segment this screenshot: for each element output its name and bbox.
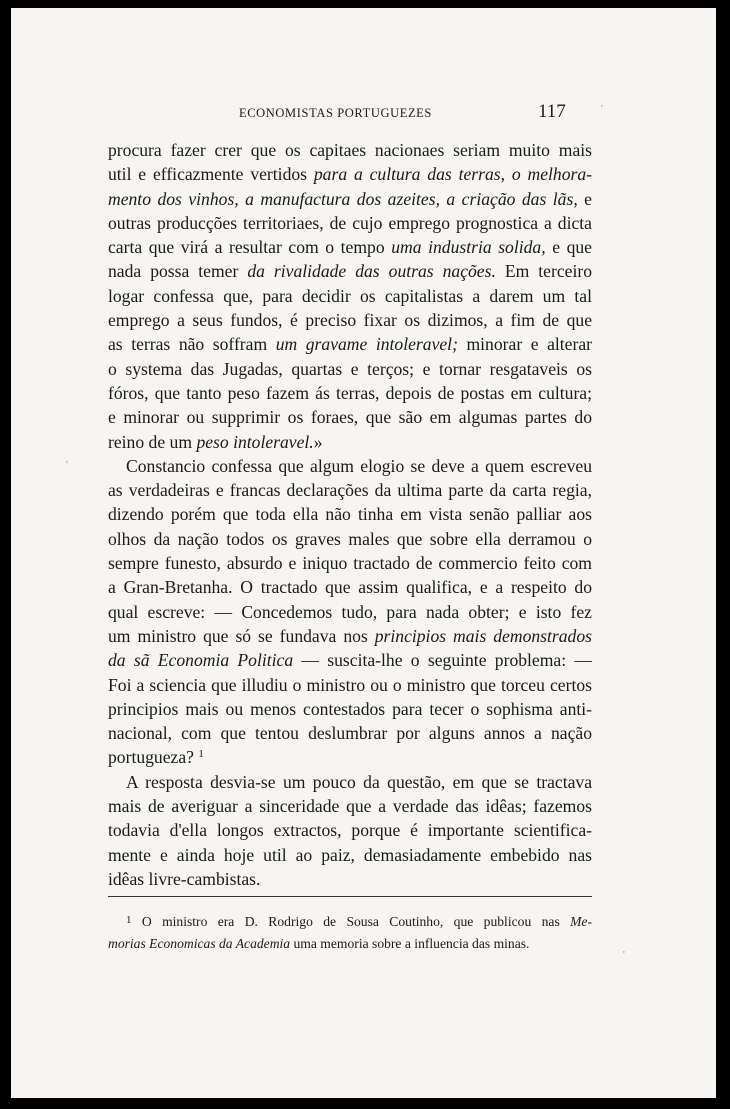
footnote-line: $^1$ O ministro era D. Rodrigo de Sousa Coutinho, que publicou nas Me- xyxy=(126,914,592,929)
footnote-line: morias Economicas da Academia uma memoria sobre a influencia das minas. xyxy=(108,936,530,952)
text-line: as terras não soffram um gravame intoleravel; minorar e alterar xyxy=(108,334,592,355)
text-line: reino de um peso intoleravel.» xyxy=(108,431,323,452)
text-line: fóros, que tanto peso fazem ás terras, depois de postas em cultura; xyxy=(108,382,592,403)
text-line: o systema das Jugadas, quartas e terços; e tornar resgataveis os xyxy=(108,358,592,379)
scan-speck: ' xyxy=(66,460,68,471)
text-line: procura fazer crer que os capitaes nacionaes seriam muito mais xyxy=(108,140,592,160)
text-line: a Gran-Bretanha. O tractado que assim qualifica, e a respeito do xyxy=(108,577,592,598)
text-line: mento dos vinhos, a manufactura dos azeites, a criação das lãs, e xyxy=(108,188,592,209)
footnote-reference: 1 xyxy=(198,748,204,761)
italic-phrase: mento dos vinhos, a manufactura dos azeites, a criação das lãs, xyxy=(108,188,578,209)
italic-phrase: morias Economicas da Academia xyxy=(108,936,291,952)
text-line: principios mais ou menos contestados para tecer o sophisma anti- xyxy=(108,698,592,719)
text-line: emprego a seus fundos, é preciso fixar os dizimos, a fim de que xyxy=(108,310,592,331)
text-line: um ministro que só se fundava nos principios mais demonstrados xyxy=(108,625,592,646)
italic-phrase: da sã Economia Politica xyxy=(108,650,294,671)
text-line: olhos da nação todos os graves males que sobre ella derramou o xyxy=(108,528,592,549)
paragraph-2 xyxy=(108,454,592,770)
text-line: Foi a sciencia que illudiu o ministro ou o ministro que torceu certos xyxy=(108,674,592,695)
body-text xyxy=(108,138,592,891)
footnote-divider xyxy=(108,896,592,897)
paragraph-1 xyxy=(108,138,592,454)
text-line: util e efficazmente vertidos para a cultura das terras, o melhora- xyxy=(108,164,593,185)
text-line: todavia d'ella longos extractos, porque é importante scientifica- xyxy=(108,820,592,841)
book-page xyxy=(8,8,720,1098)
text-line: logar confessa que, para decidir os capitalistas a darem um tal xyxy=(108,285,592,306)
text-line: outras producções territoriaes, de cujo emprego prognostica a dicta xyxy=(108,212,592,233)
text-line: nada possa temer da rivalidade das outras nações. Em terceiro xyxy=(108,261,593,282)
text-line: idêas livre-cambistas. xyxy=(108,868,261,889)
text-line: as verdadeiras e francas declarações da ultima parte da carta regia, xyxy=(108,480,592,501)
text-line: e minorar ou supprimir os foraes, que são em algumas partes do xyxy=(108,407,592,428)
text-line: da sã Economia Politica — suscita-lhe o seguinte problema: — xyxy=(108,650,592,671)
italic-phrase: Me- xyxy=(570,914,592,929)
italic-phrase: principios mais demonstrados xyxy=(374,625,592,646)
text-line: qual escreve: — Concedemos tudo, para nada obter; e isto fez xyxy=(108,601,592,622)
italic-phrase: para a cultura das terras, o melhora- xyxy=(313,164,593,185)
footnote-mark: 1 xyxy=(126,914,132,926)
text-line: dizendo porém que toda ella não tinha em vista senão palliar aos xyxy=(108,504,592,525)
italic-phrase: uma industria solida, xyxy=(391,237,546,258)
text-line: carta que virá a resultar com o tempo uma industria solida, e que xyxy=(108,237,592,258)
italic-phrase: peso intoleravel. xyxy=(196,431,314,452)
text-line: Constancio confessa que algum elogio se deve a quem escreveu xyxy=(126,455,592,476)
running-head: ECONOMISTAS PORTUGUEZES xyxy=(239,106,432,120)
italic-phrase: da rivalidade das outras nações. xyxy=(247,261,496,282)
page-header xyxy=(11,101,716,128)
text-line: sempre funesto, absurdo e iniquo tractado de commercio feito com xyxy=(108,553,592,574)
scan-speck: ' xyxy=(623,950,625,961)
footnote xyxy=(108,910,592,954)
text-line: A resposta desvia-se um pouco da questão, em que se tractava xyxy=(126,771,592,792)
text-line: mente e ainda hoje util ao paiz, demasiadamente embebido nas xyxy=(108,844,592,865)
italic-phrase: um gravame intoleravel; xyxy=(275,334,458,355)
scan-speck: ' xyxy=(601,104,603,115)
text-line: mais de averiguar a sinceridade que a verdade das idêas; fazemos xyxy=(108,796,592,817)
text-line: portugueza? $^1$ xyxy=(108,747,204,768)
paragraph-3 xyxy=(108,770,592,891)
page-number: 117 xyxy=(538,101,566,122)
text-line: nacional, com que tentou deslumbrar por alguns annos a nação xyxy=(108,723,592,744)
